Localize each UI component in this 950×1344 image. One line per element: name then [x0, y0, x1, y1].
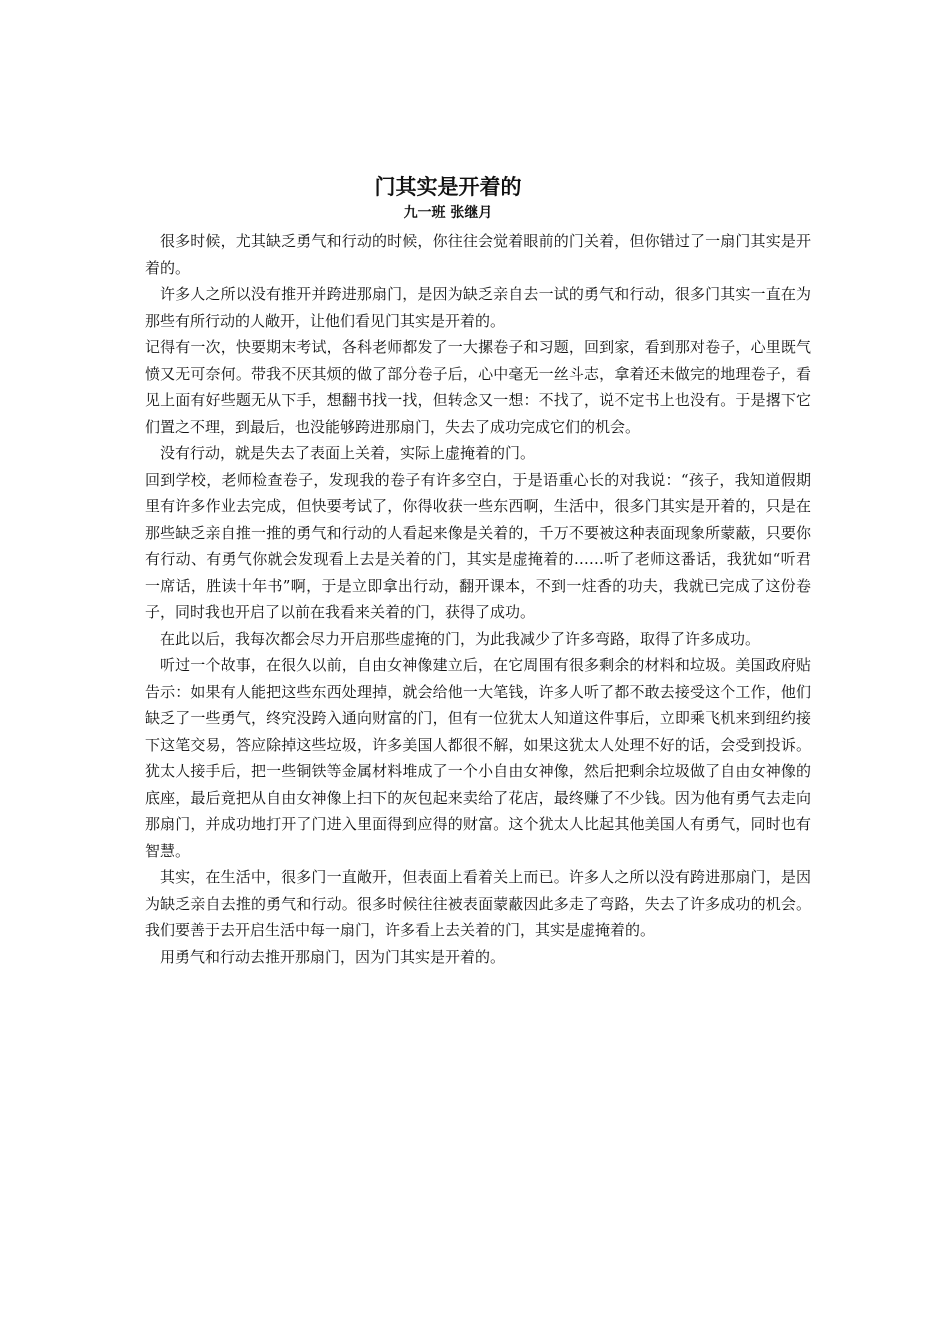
paragraph-2: 许多人之所以没有推开并跨进那扇门，是因为缺乏亲自去一试的勇气和行动，很多门其实一直在为那些有所行动的人敞开，让他们看见门其实是开着的。 — [145, 285, 811, 330]
paragraph-5: 回到学校，老师检查卷子，发现我的卷子有许多空白，于是语重心长的对我说：“孩子，我知道假期里有许多作业去完成，但快要考试了，你得收获一些东西啊，生活中，很多门其实是开着的，只是在那些缺乏亲自推一推的勇气和行动的人看起来像是关着的，千万不要被这种表面现象所蒙蔽，只要你有行动、有勇气你就会发现看上去是关着的门，其实是虚掩着的……听了老师这番话，我犹如“听君一席话，胜读十年书”啊，于是立即拿出行动，翻开课本，不到一炷香的功夫，我就已完成了这份卷子，同时我也开启了以前在我看来关着的门，获得了成功。 — [145, 470, 811, 621]
document-page — [145, 172, 811, 970]
author-byline: 九一班 张继月 — [403, 205, 493, 221]
document-title: 门其实是开着的 — [374, 175, 522, 199]
paragraph-6: 在此以后，我每次都会尽力开启那些虚掩的门，为此我减少了许多弯路，取得了许多成功。 — [160, 629, 761, 648]
paragraph-1: 很多时候，尤其缺乏勇气和行动的时候，你往往会觉着眼前的门关着，但你错过了一扇门其实是开着的。 — [145, 232, 811, 277]
paragraph-4: 没有行动，就是失去了表面上关着，实际上虚掩着的门。 — [160, 444, 536, 462]
paragraph-7: 听过一个故事，在很久以前，自由女神像建立后，在它周围有很多剩余的材料和垃圾。美国政府贴告示：如果有人能把这些东西处理掉，就会给他一大笔钱，许多人听了都不敢去接受这个工作，他们缺乏了一些勇气，终究没跨入通向财富的门，但有一位犹太人知道这件事后，立即乘飞机来到纽约接下这笔交易，答应除掉这些垃圾，许多美国人都很不解，如果这犹太人处理不好的话，会受到投诉。犹太人接手后，把一些铜铁等金属材料堆成了一个小自由女神像，然后把剩余垃圾做了自由女神像的底座，最后竟把从自由女神像上扫下的灰包起来卖给了花店，最终赚了不少钱。因为他有勇气去走向那扇门，并成功地打开了门进入里面得到应得的财富。这个犹太人比起其他美国人有勇气，同时也有智慧。 — [145, 656, 811, 860]
paragraph-8: 其实，在生活中，很多门一直敞开，但表面上看着关上而已。许多人之所以没有跨进那扇门，是因为缺乏亲自去推的勇气和行动。很多时候往往被表面蒙蔽因此多走了弯路，失去了许多成功的机会。我们要善于去开启生活中每一扇门，许多看上去关着的门，其实是虚掩着的。 — [145, 868, 811, 939]
paragraph-9: 用勇气和行动去推开那扇门，因为门其实是开着的。 — [160, 947, 506, 966]
paragraph-3: 记得有一次，快要期末考试，各科老师都发了一大摞卷子和习题，回到家，看到那对卷子，心里既气愤又无可奈何。带我不厌其烦的做了部分卷子后，心中毫无一丝斗志，拿着还未做完的地理卷子，看见上面有好些题无从下手，想翻书找一找，但转念又一想：不找了，说不定书上也没有。于是撂下它们置之不理，到最后，也没能够跨进那扇门，失去了成功完成它们的机会。 — [145, 338, 811, 436]
